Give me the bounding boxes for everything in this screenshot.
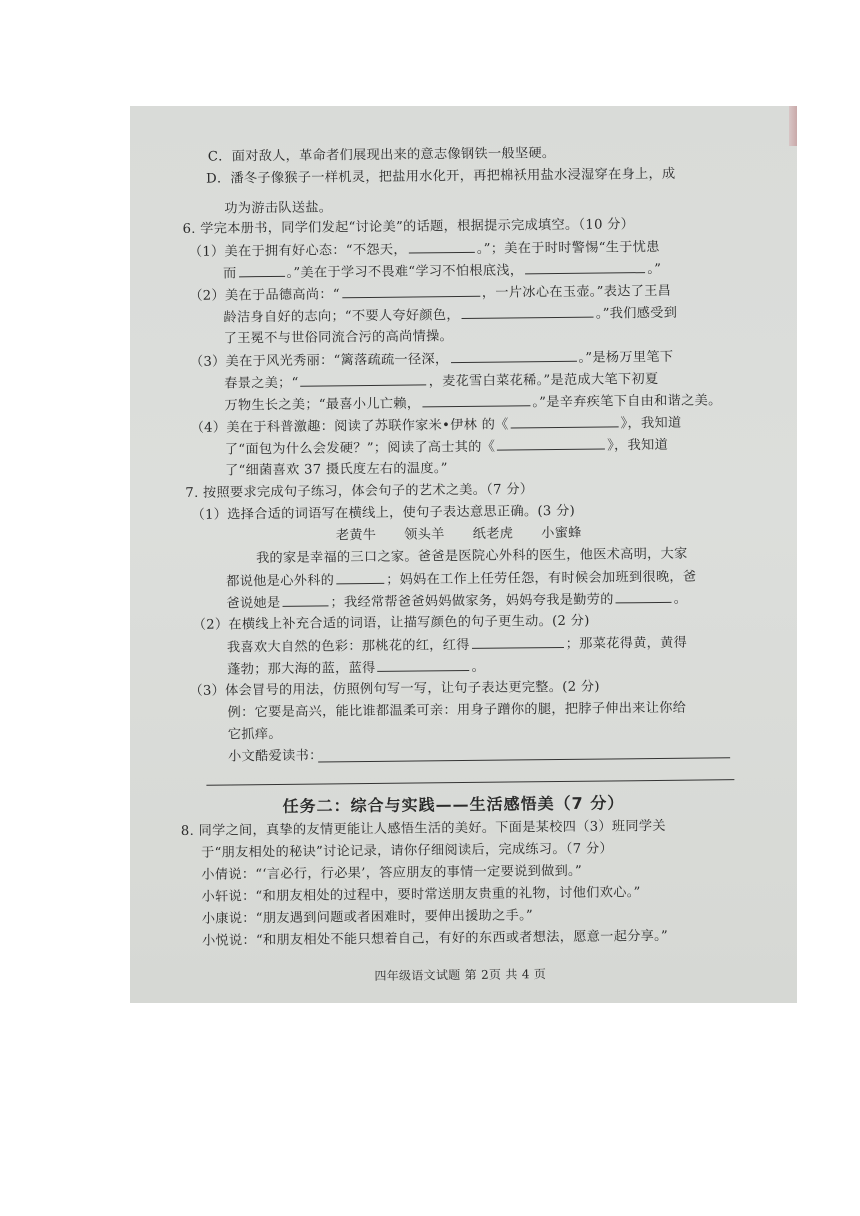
q8-xiaoxuan: 小轩说：“和朋友相处的过程中，要时常送朋友贵重的礼物，讨他们欢心。” — [201, 885, 641, 905]
answer-blank[interactable] — [409, 240, 475, 254]
q6-part4-line1: （4）美在于科普激趣：阅读了苏联作家米•伊林 的《 》，我知道 — [190, 415, 682, 436]
word-option: 领头羊 — [404, 527, 445, 543]
q7-sub2-instruction: （2）在横线上补充合适的词语，让描写颜色的句子更生动。(2 分) — [192, 613, 590, 633]
q6-part2-line3: 了王冕不与世俗同流合污的高尚情操。 — [223, 329, 454, 347]
q7-word-options — [336, 524, 610, 545]
answer-blank[interactable] — [472, 635, 564, 649]
answer-line[interactable] — [318, 757, 730, 762]
answer-blank[interactable] — [336, 571, 384, 585]
answer-line[interactable] — [206, 779, 734, 786]
page-footer: 四年级语文试题 第 2页 共 4 页 — [374, 967, 547, 983]
word-option: 小蜜蜂 — [541, 525, 582, 542]
answer-blank[interactable] — [422, 393, 530, 407]
q8-line1: 8. 同学之间，真挚的友情更能让人感悟生活的美好。下面是某校四（3）班同学关 — [180, 818, 666, 839]
answer-blank[interactable] — [282, 593, 328, 606]
q7-sub3-example-line2: 它抓痒。 — [227, 726, 282, 743]
q6-part2-line2: 龄洁身自好的志向；“不要人夸好颜色， 。”我们感受到 — [223, 305, 678, 326]
q6-part2-line1: （2）美在于品德高尚：“ ，一片冰心在玉壶。”表达了王昌 — [189, 283, 672, 304]
q8-xiaoyue: 小悦说：“和朋友相处不能只想着自己，有好的东西或者想法，愿意一起分享。” — [201, 928, 669, 949]
q6-part1-line2: 而 。”美在于学习不畏难“学习不怕根底浅， 。” — [222, 261, 662, 282]
q7-sub3-example-line1: 例：它要是高兴，能比谁都温柔可亲：用身子蹭你的腿，把脖子伸出来让你给 — [227, 700, 687, 721]
q7-sub1-passage-line3: 爸说她是 ；我经常帮爸爸妈妈做家务，妈妈夸我是勤劳的 。 — [226, 591, 688, 612]
q7-sub3-instruction: （3）体会冒号的用法，仿照例句写一写，让句子表达更完整。(2 分) — [189, 679, 600, 699]
task2-heading: 任务二：综合与实践——生活感悟美（7 分） — [282, 793, 625, 816]
answer-blank[interactable] — [342, 284, 480, 298]
q7-sub2-line2: 蓬勃；那大海的蓝，蓝得 。 — [227, 659, 486, 678]
q8-xiaoqian: 小倩说：“‘言必行，行必果’，答应朋友的事情一定要说到做到。” — [201, 863, 583, 883]
answer-blank[interactable] — [511, 414, 619, 428]
photo-of-exam-page — [130, 106, 797, 1003]
q7-sub3-prompt: 小文酷爱读书： — [228, 748, 323, 765]
q8-line2: 于“朋友相处的秘诀”讨论记录，请你仔细阅读后，完成练习。（7 分） — [201, 841, 613, 861]
q7-title: 7. 按照要求完成句子练习，体会句子的艺术之美。（7 分） — [185, 482, 534, 501]
q6-part3-line3: 万物生长之美；“最喜小儿亡赖， 。”是辛弃疾笔下自由和谐之美。 — [224, 393, 722, 414]
q7-sub1-instruction: （1）选择合适的词语写在横线上，使句子表达意思正确。(3 分) — [191, 503, 576, 523]
q5-option-d-line1: D．潘冬子像猴子一样机灵，把盐用水化开，再把棉袄用盐水浸湿穿在身上，成 — [205, 166, 676, 187]
answer-blank[interactable] — [301, 372, 427, 386]
q6-part1-line1: （1）美在于拥有好心态：“不怨天， 。”；美在于时时警惕“生于忧患 — [188, 239, 660, 260]
q5-option-d-line2: 功为游击队送盐。 — [224, 200, 333, 217]
answer-blank[interactable] — [497, 437, 605, 451]
exam-page — [130, 106, 797, 1003]
answer-blank[interactable] — [238, 264, 284, 277]
answer-blank[interactable] — [616, 590, 672, 604]
answer-blank[interactable] — [377, 658, 469, 672]
q7-sub1-passage-line2: 都说他是心外科的 ；妈妈在工作上任劳任怨，有时候会加班到很晚，爸 — [226, 569, 697, 590]
q8-xiaokang: 小康说：“朋友遇到问题或者困难时，要伸出援助之手。” — [201, 908, 534, 927]
word-option: 老黄牛 — [335, 527, 377, 544]
answer-blank[interactable] — [525, 260, 645, 274]
answer-blank[interactable] — [450, 349, 576, 363]
q7-sub2-line1: 我喜欢大自然的色彩：那桃花的红，红得 ；那菜花得黄，黄得 — [226, 635, 688, 656]
q6-title: 6. 学完本册书，同学们发起“讨论美”的话题，根据提示完成填空。（10 分） — [182, 217, 635, 237]
word-option: 纸老虎 — [472, 526, 514, 542]
q7-sub1-passage-line1: 我的家是幸福的三口之家。爸爸是医院心外科的医生，他医术高明，大家 — [255, 546, 688, 567]
q6-part3-line1: （3）美在于风光秀丽：“篱落疏疏一径深， 。”是杨万里笔下 — [189, 349, 674, 370]
answer-blank[interactable] — [462, 305, 594, 319]
q6-part4-line2: 了“面包为什么会发硬？”；阅读了高士其的《 》，我知道 — [224, 437, 669, 458]
q6-part4-line3: 了“细菌喜欢 37 摄氏度左右的温度。” — [225, 461, 448, 479]
q6-part3-line2: 春景之美；“ ，麦花雪白菜花稀。”是范成大笔下初夏 — [224, 371, 659, 392]
q5-option-c: C．面对敌人，革命者们展现出来的意志像钢铁一般坚硬。 — [207, 146, 556, 165]
